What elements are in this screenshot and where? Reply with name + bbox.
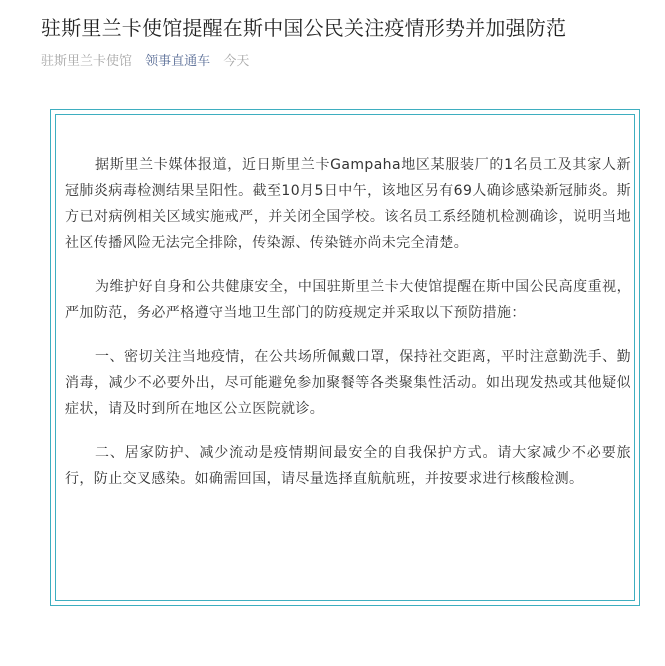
paragraph-measure-two: 二、居家防护、减少流动是疫情期间最安全的自我保护方式。请大家减少不必要旅行，防止交叉感染。如确需回国，请尽量选择直航航班，并按要求进行核酸检测。	[65, 445, 631, 487]
paragraph-measure-one: 一、密切关注当地疫情，在公共场所佩戴口罩，保持社交距离，平时注意勤洗手、勤消毒，减少不必要外出，尽可能避免参加聚餐等各类聚集性活动。如出现发热或其他疑似症状，请及时到所在地区公立医院就诊。	[65, 349, 631, 417]
account-link[interactable]: 领事直通车	[145, 54, 211, 69]
article-meta	[41, 53, 258, 71]
paragraph-embassy-reminder: 为维护好自身和公共健康安全，中国驻斯里兰卡大使馆提醒在斯中国公民高度重视，严加防范，务必严格遵守当地卫生部门的防疫规定并采取以下预防措施：	[65, 279, 631, 321]
article-body	[65, 152, 631, 510]
author-name: 驻斯里兰卡使馆	[41, 54, 133, 69]
paragraph-news-report: 据斯里兰卡媒体报道，近日斯里兰卡Gampaha地区某服装厂的1名员工及其家人新冠肺炎病毒检测结果呈阳性。截至10月5日中午，该地区另有69人确诊感染新冠肺炎。斯方已对病例相关区域实施戒严，并关闭全国学校。该名员工系经随机检测确诊，说明当地社区传播风险无法完全排除，传染源、传染链亦尚未完全清楚。	[65, 157, 631, 251]
publish-date: 今天	[223, 54, 250, 69]
article-title: 驻斯里兰卡使馆提醒在斯中国公民关注疫情形势并加强防范	[41, 16, 567, 40]
